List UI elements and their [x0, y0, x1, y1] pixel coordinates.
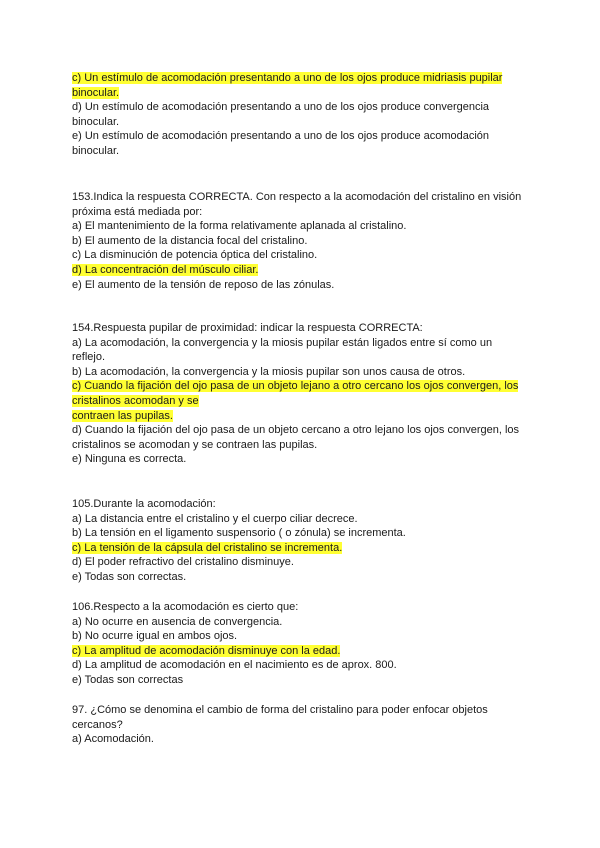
line-text: binocular.: [72, 115, 120, 128]
text-line: [72, 703, 532, 718]
text-line: [72, 144, 532, 159]
line-text: a) La distancia entre el cristalino y el cuerpo ciliar decrece.: [72, 512, 358, 525]
text-line: [72, 115, 532, 130]
text-line: [72, 234, 532, 249]
line-text: c) La disminución de potencia óptica del cristalino.: [72, 249, 318, 262]
text-line: [72, 321, 532, 336]
line-text: binocular.: [72, 144, 120, 157]
text-line: [72, 394, 532, 409]
line-text: e) Un estímulo de acomodación presentando a uno de los ojos produce acomodación: [72, 130, 490, 143]
text-line: [72, 190, 532, 205]
text-line: [72, 512, 532, 527]
line-text: 106.Respecto a la acomodación es cierto que:: [72, 601, 299, 613]
text-line: [72, 263, 532, 278]
question-block-154: [72, 321, 532, 467]
text-line: [72, 100, 532, 115]
text-line: [72, 497, 532, 512]
line-text: 154.Respuesta pupilar de proximidad: indicar la respuesta CORRECTA:: [72, 322, 423, 334]
highlighted-answer: c) Cuando la fijación del ojo pasa de un objeto lejano a otro cercano los ojos convergen, los: [72, 380, 519, 393]
question-block-105: [72, 497, 532, 585]
text-line: [72, 629, 532, 644]
text-line: [72, 555, 532, 570]
line-text: b) No ocurre igual en ambos ojos.: [72, 630, 238, 643]
line-text: 97. ¿Cómo se denomina el cambio de forma del cristalino para poder enfocar objetos: [72, 704, 488, 716]
line-text: a) No ocurre en ausencia de convergencia.: [72, 615, 283, 628]
line-text: a) La acomodación, la convergencia y la miosis pupilar están ligados entre sí como un: [72, 336, 493, 349]
line-text: b) La acomodación, la convergencia y la miosis pupilar son unos causa de otros.: [72, 365, 466, 378]
text-line: [72, 365, 532, 380]
highlighted-answer: cristalinos acomodan y se: [72, 394, 199, 407]
text-line: [72, 644, 532, 659]
line-text: b) La tensión en el ligamento suspensorio ( o zónula) se incrementa.: [72, 527, 406, 540]
text-line: [72, 658, 532, 673]
line-text: e) Todas son correctas: [72, 673, 184, 686]
text-line: [72, 541, 532, 556]
highlighted-answer: binocular.: [72, 86, 120, 99]
highlighted-answer: c) La amplitud de acomodación disminuye con la edad.: [72, 644, 341, 657]
line-text: próxima está mediada por:: [72, 205, 203, 218]
text-line: [72, 526, 532, 541]
line-text: reflejo.: [72, 351, 106, 364]
question-block-97: [72, 703, 532, 747]
line-text: a) El mantenimiento de la forma relativamente aplanada al cristalino.: [72, 220, 407, 233]
text-line: [72, 336, 532, 351]
text-line: [72, 615, 532, 630]
text-line: [72, 600, 532, 615]
question-block-continuation: [72, 71, 532, 159]
text-line: [72, 248, 532, 263]
line-text: e) Ninguna es correcta.: [72, 453, 187, 466]
text-line: [72, 423, 532, 438]
text-line: [72, 129, 532, 144]
line-text: e) Todas son correctas.: [72, 570, 187, 583]
text-line: [72, 205, 532, 220]
line-text: d) El poder refractivo del cristalino disminuye.: [72, 556, 294, 569]
line-text: cercanos?: [72, 718, 123, 731]
text-line: [72, 86, 532, 101]
line-text: e) El aumento de la tensión de reposo de las zónulas.: [72, 278, 335, 291]
question-block-153: [72, 190, 532, 292]
question-block-106: [72, 600, 532, 688]
highlighted-answer: c) Un estímulo de acomodación presentando a uno de los ojos produce midriasis pupilar: [72, 72, 503, 84]
text-line: [72, 71, 532, 86]
line-text: 153.Indica la respuesta CORRECTA. Con respecto a la acomodación del cristalino en visión: [72, 191, 522, 203]
text-line: [72, 732, 532, 747]
text-line: [72, 278, 532, 293]
line-text: b) El aumento de la distancia focal del cristalino.: [72, 234, 308, 247]
text-line: [72, 452, 532, 467]
text-line: [72, 350, 532, 365]
text-line: [72, 409, 532, 424]
line-text: d) Cuando la fijación del ojo pasa de un objeto cercano a otro lejano los ojos convergen, los: [72, 424, 520, 437]
line-text: d) Un estímulo de acomodación presentando a uno de los ojos produce convergencia: [72, 101, 490, 114]
line-text: a) Acomodación.: [72, 733, 154, 746]
text-line: [72, 718, 532, 733]
text-line: [72, 438, 532, 453]
text-line: [72, 570, 532, 585]
highlighted-answer: c) La tensión de la cápsula del cristalino se incrementa.: [72, 541, 343, 554]
text-line: [72, 673, 532, 688]
highlighted-answer: d) La concentración del músculo ciliar.: [72, 263, 259, 276]
line-text: 105.Durante la acomodación:: [72, 498, 216, 510]
line-text: d) La amplitud de acomodación en el nacimiento es de aprox. 800.: [72, 659, 397, 672]
text-line: [72, 219, 532, 234]
text-line: [72, 379, 532, 394]
line-text: cristalinos se acomodan y se contraen las pupilas.: [72, 438, 318, 451]
highlighted-answer: contraen las pupilas.: [72, 409, 173, 422]
